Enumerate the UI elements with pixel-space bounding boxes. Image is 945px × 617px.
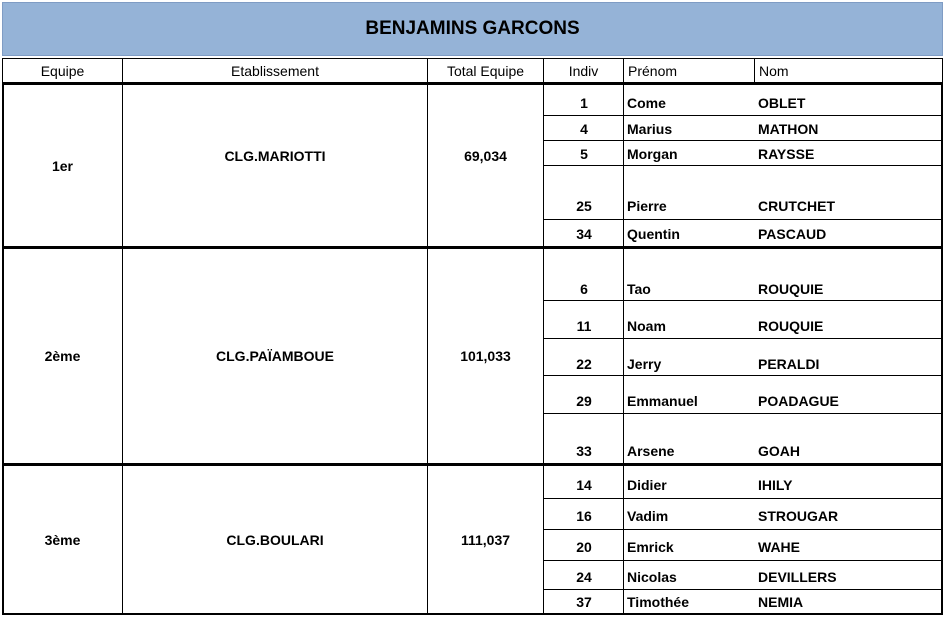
member-indiv: 20: [576, 539, 592, 555]
member-prenom: Pierre: [627, 198, 667, 214]
member-prenom: Quentin: [627, 226, 680, 242]
member-indiv: 6: [580, 281, 588, 297]
member-indiv: 4: [580, 121, 588, 137]
member-indiv: 16: [576, 508, 592, 524]
member-indiv: 11: [576, 318, 592, 334]
header-equipe: Equipe: [2, 58, 123, 83]
header-nom: Nom: [754, 58, 943, 83]
member-prenom: Emmanuel: [627, 393, 698, 409]
table-title: BENJAMINS GARCONS: [2, 2, 943, 56]
team-total: 111,037: [427, 464, 544, 615]
member-indiv: 29: [576, 393, 592, 409]
row-divider: [543, 115, 943, 116]
member-prenom: Come: [627, 95, 666, 111]
header-prenom: Prénom: [623, 58, 755, 83]
member-prenom: Noam: [627, 318, 666, 334]
member-indiv: 1: [580, 95, 588, 111]
member-nom: PASCAUD: [758, 226, 827, 242]
header-total-equipe: Total Equipe: [427, 58, 544, 83]
team-school: CLG.MARIOTTI: [122, 83, 428, 248]
member-nom: ROUQUIE: [758, 318, 824, 334]
team-total: 69,034: [427, 83, 544, 248]
member-nom: IHILY: [758, 477, 793, 493]
member-indiv: 33: [576, 443, 592, 459]
row-divider: [543, 375, 943, 376]
member-indiv: 34: [576, 226, 592, 242]
member-prenom: Emrick: [627, 539, 674, 555]
member-indiv: 25: [576, 198, 592, 214]
team-school: CLG.BOULARI: [122, 464, 428, 615]
row-divider: [543, 560, 943, 561]
row-divider: [543, 529, 943, 530]
member-nom: MATHON: [758, 121, 819, 137]
member-indiv: 14: [576, 477, 592, 493]
member-prenom: Tao: [627, 281, 651, 297]
member-nom: DEVILLERS: [758, 569, 837, 585]
member-indiv: 24: [576, 569, 592, 585]
member-prenom: Vadim: [627, 508, 669, 524]
row-divider: [543, 498, 943, 499]
member-nom: RAYSSE: [758, 146, 815, 162]
team-rank: 3ème: [2, 464, 123, 615]
member-indiv: 37: [576, 594, 592, 610]
row-divider: [543, 589, 943, 590]
member-prenom: Marius: [627, 121, 673, 137]
row-divider: [543, 219, 943, 220]
member-nom: ROUQUIE: [758, 281, 824, 297]
column-divider: [623, 466, 624, 613]
member-prenom: Timothée: [627, 594, 689, 610]
member-indiv: 22: [576, 356, 592, 372]
row-divider: [543, 300, 943, 301]
team-total: 101,033: [427, 247, 544, 465]
member-nom: PERALDI: [758, 356, 820, 372]
member-nom: NEMIA: [758, 594, 804, 610]
member-prenom: Morgan: [627, 146, 678, 162]
member-nom: OBLET: [758, 95, 806, 111]
column-divider: [623, 249, 624, 463]
member-nom: CRUTCHET: [758, 198, 835, 214]
member-nom: STROUGAR: [758, 508, 839, 524]
row-divider: [543, 140, 943, 141]
team-school: CLG.PAÏAMBOUE: [122, 247, 428, 465]
row-divider: [543, 165, 943, 166]
member-prenom: Arsene: [627, 443, 675, 459]
row-divider: [543, 413, 943, 414]
member-prenom: Nicolas: [627, 569, 677, 585]
header-etablissement: Etablissement: [122, 58, 428, 83]
member-nom: GOAH: [758, 443, 800, 459]
member-indiv: 5: [580, 146, 588, 162]
member-nom: POADAGUE: [758, 393, 839, 409]
member-prenom: Didier: [627, 477, 667, 493]
header-indiv: Indiv: [543, 58, 624, 83]
row-divider: [543, 338, 943, 339]
team-rank: 1er: [2, 83, 123, 248]
member-prenom: Jerry: [627, 356, 662, 372]
member-nom: WAHE: [758, 539, 800, 555]
team-rank: 2ème: [2, 247, 123, 465]
